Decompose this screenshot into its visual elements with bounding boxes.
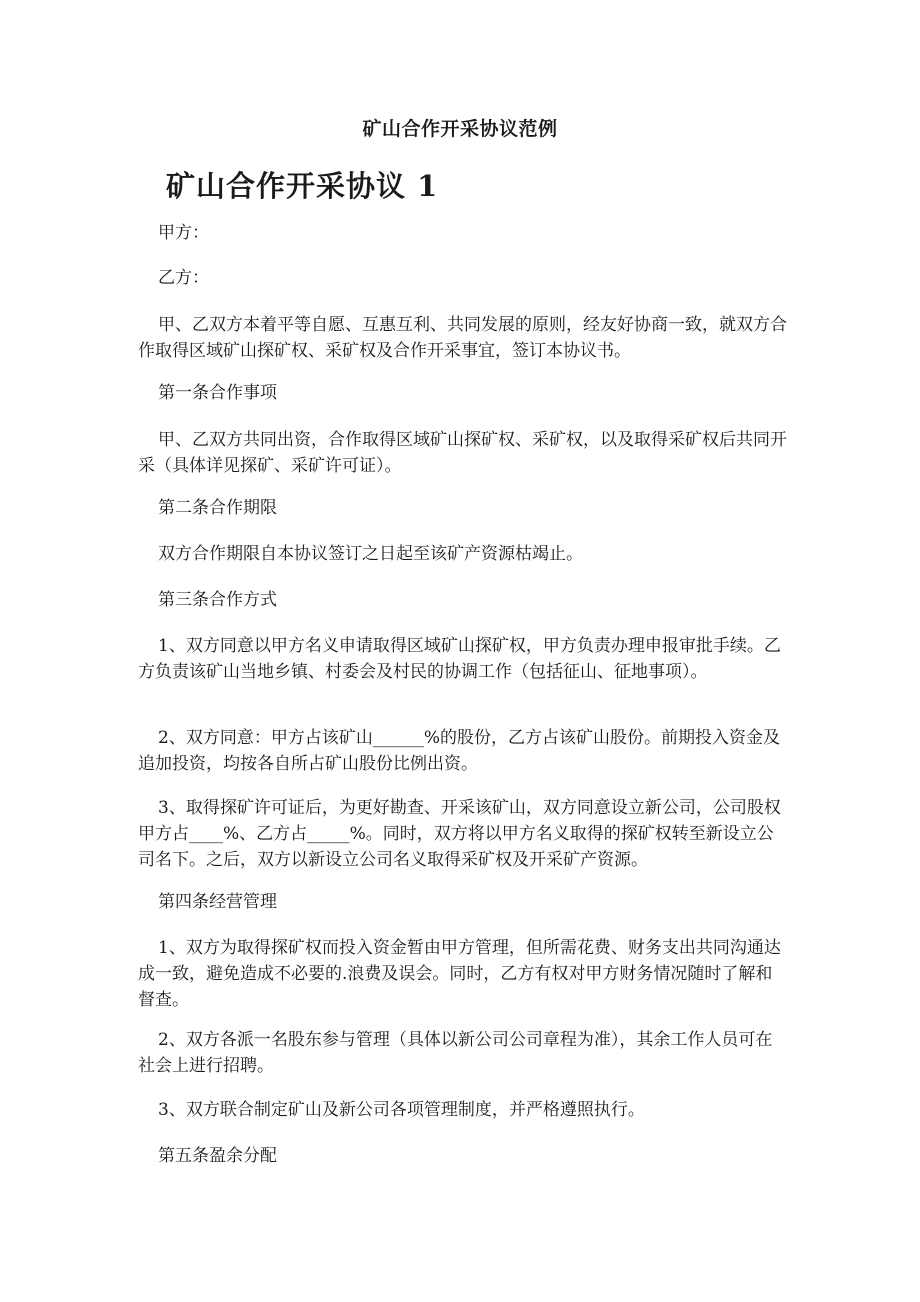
article-3-item-1: 1、双方同意以甲方名义申请取得区域矿山探矿权，甲方负责办理申报审批手续。乙方负责该矿山当地乡镇、村委会及村民的协调工作（包括征山、征地事项）。 (138, 636, 781, 682)
article-4-item-2: 2、双方各派一名股东参与管理（具体以新公司公司章程为准），其余工作人员可在社会上进行招聘。 (138, 1030, 773, 1076)
article-1-text: 甲、乙双方共同出资，合作取得区域矿山探矿权、采矿权，以及取得采矿权后共同开采（具体详见探矿、采矿许可证）。 (138, 430, 787, 476)
party-b-line: 乙方： (158, 268, 209, 288)
party-a-line: 甲方： (158, 223, 209, 243)
article-2-title: 第二条合作期限 (158, 498, 277, 518)
intro-paragraph: 甲、乙双方本着平等自愿、互惠互利、共同发展的原则，经友好协商一致，就双方合作取得区域矿山探矿权、采矿权及合作开采事宜，签订本协议书。 (138, 315, 787, 361)
article-3-item-3: 3、取得探矿许可证后，为更好勘查、开采该矿山，双方同意设立新公司，公司股权甲方占____%、乙方占_____%。同时，双方将以甲方名义取得的探矿权转至新设立公司名下。之后，双方以新设立公司名义取得采矿权及开采矿产资源。 (138, 798, 781, 870)
article-5-title: 第五条盈余分配 (158, 1146, 277, 1166)
article-4-title: 第四条经营管理 (158, 892, 277, 912)
article-3-item-2: 2、双方同意：甲方占该矿山______%的股份，乙方占该矿山股份。前期投入资金及追加投资，均按各自所占矿山股份比例出资。 (138, 728, 780, 774)
article-2-text: 双方合作期限自本协议签订之日起至该矿产资源枯竭止。 (158, 544, 583, 564)
article-4-item-3: 3、双方联合制定矿山及新公司各项管理制度，并严格遵照执行。 (158, 1100, 645, 1120)
document-title: 矿山合作开采协议范例 (362, 118, 558, 140)
section-title: 矿山合作开采协议 1 (166, 169, 439, 203)
article-3-title: 第三条合作方式 (158, 590, 277, 610)
article-4-item-1: 1、双方为取得探矿权而投入资金暂由甲方管理，但所需花费、财务支出共同沟通达成一致，避免造成不必要的.浪费及误会。同时，乙方有权对甲方财务情况随时了解和督查。 (138, 938, 781, 1010)
article-1-title: 第一条合作事项 (158, 383, 277, 403)
